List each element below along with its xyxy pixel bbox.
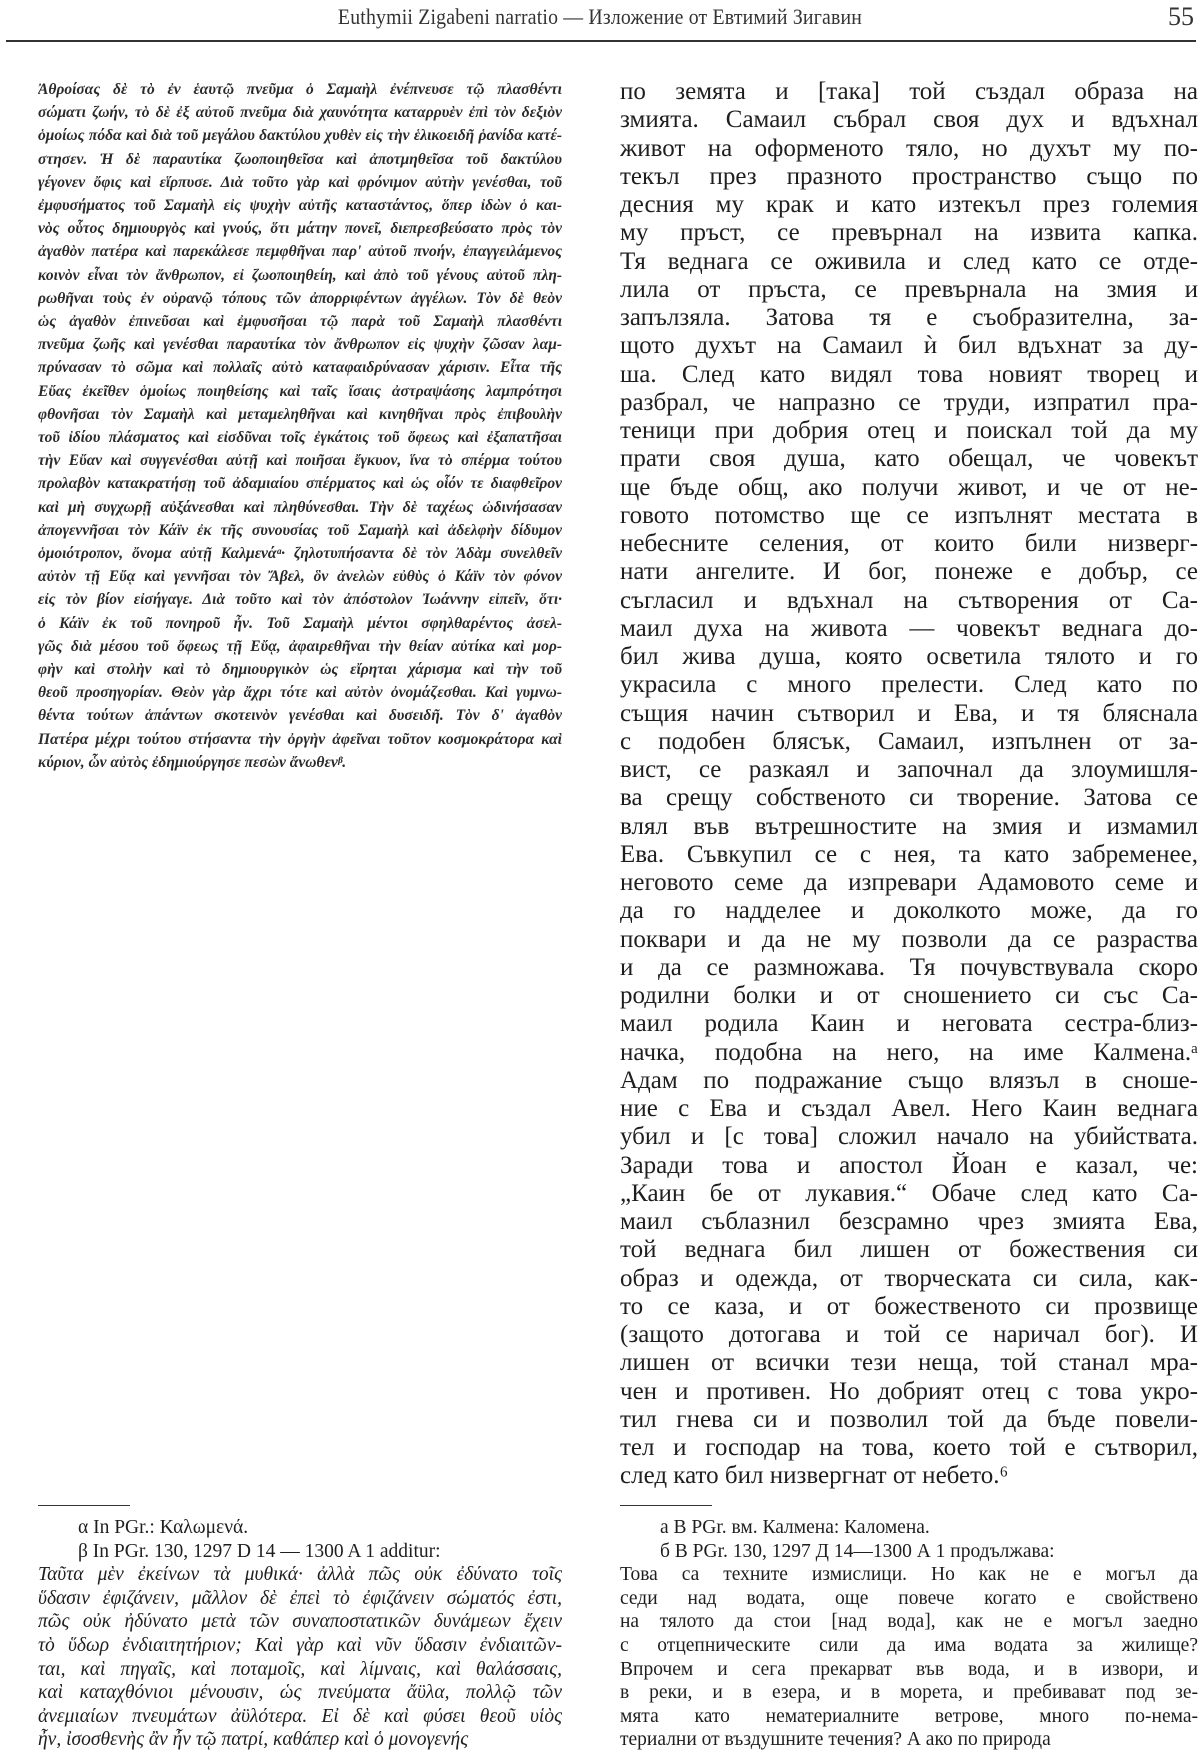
text-line: ὁ Κάϊν ἐκ τοῦ πονηροῦ ἦν. Τοῦ Σαμαὴλ μέντοι σφηλθαρέντος ἀσελ- bbox=[38, 614, 562, 632]
text-line: πνεῦμα ζωῆς καὶ γενέσθαι παραυτίκα τὸν ἄνθρωπον εἰς ψυχὴν ζῶσαν λαμ- bbox=[38, 336, 562, 354]
text-line: ще бъде общ, ако получи живот, и че от не- bbox=[620, 473, 1198, 501]
text-line: κύριον, ὧν αὐτὸς ἐδημιούργησε πεσὼν ἄνωθενᵝ. bbox=[38, 753, 347, 771]
text-line: лила от пръста, се превърнала на змия и bbox=[620, 275, 1198, 303]
text-line: неговото семе да изпревари Адамовото семе и bbox=[620, 869, 1198, 896]
text-line: с подобен блясък, Самаил, изпълнен от за- bbox=[620, 727, 1198, 755]
footnote-rule-right bbox=[620, 1505, 712, 1506]
text-line: текъл през празното пространство също по bbox=[620, 162, 1198, 190]
text-line: змията. Самаил събрал своя дух и вдъхнал bbox=[620, 106, 1198, 134]
text-line: да го надделее и доколкото може, да го bbox=[620, 897, 1198, 925]
page-number: 55 bbox=[1168, 2, 1194, 31]
text-line: живот на оформеното тяло, но духът му по- bbox=[620, 134, 1198, 162]
greek-text-column bbox=[38, 78, 562, 774]
text-line: ὡς ἀγαθὸν ἐπινεῦσαι καὶ ἐμφυσῆσαι τῷ παρὰ τοῦ Σαμαὴλ πλασθέντι bbox=[38, 313, 562, 331]
text-line: ἐμφυσήματος τοῦ Σαμαὴλ εἰς ψυχὴν αὐτῆς καταστάντος, ὅπερ ἰδὼν ὁ και- bbox=[38, 197, 562, 215]
text-line: Εὔας ἐκεῖθεν ὁμοίως ποιηθείσης καὶ ταῖς ἴσαις ἀστραψάσης λαμπρότησι bbox=[38, 382, 562, 400]
text-line: Заради това и апостол Йоан е казал, че: bbox=[620, 1151, 1198, 1179]
text-line: убил и [с това] сложил начало на убийствата. bbox=[620, 1123, 1198, 1151]
text-line: Впрочем и сега прекарват във вода, и в извори, и bbox=[620, 1658, 1198, 1680]
text-line: същия начин сътворил и Ева, и тя бляснала bbox=[620, 699, 1198, 727]
text-line: πῶς οὐκ ἠδύνατο μετὰ τῶν συναποστατικῶν δυνάμεων ἔχειν bbox=[38, 1611, 562, 1633]
text-line: теници при добрия отец и поискал той да му bbox=[620, 417, 1198, 444]
text-line: тел и господар на това, което той е сътворил, bbox=[620, 1434, 1198, 1461]
text-line: украсила с много прелести. След като по bbox=[620, 671, 1198, 699]
text-line: маил духа на живота — човекът веднага до- bbox=[620, 614, 1198, 642]
text-line: πρύνασαν τὸ σῶμα καὶ πολλαῖς αὐτὸ καταφαιδρύνασαν χάρισιν. Εἶτα τῆς bbox=[38, 359, 562, 377]
text-line: тил гнева си и позволил той да бъде повели- bbox=[620, 1405, 1198, 1433]
text-line: нати ангелите. И бог, понеже е добър, се bbox=[620, 558, 1198, 586]
text-line: ὕδασιν ἐφιζάνειν, μᾶλλον δὲ ἐπεὶ τὸ ἐφιζάνειν σώματός ἐστι, bbox=[38, 1587, 562, 1609]
text-line: начка, подобна на него, на име Калмена.ᵃ bbox=[620, 1038, 1198, 1066]
text-line: бил жива душа, която осветила тялото и го bbox=[620, 643, 1198, 670]
bulgarian-text-column bbox=[620, 78, 1198, 1491]
text-line: θεοῦ προσηγορίαν. Θεὸν γὰρ ἄχρι τότε καὶ αὐτὸν ὀνομάζεσθαι. Καὶ γυμνω- bbox=[38, 684, 562, 702]
text-line: вист, се разкаял и започнал да злоумишля- bbox=[620, 756, 1198, 783]
text-line: στησεν. Ἡ δὲ παραυτίκα ζωοποιηθεῖσα καὶ ἀποτμηθεῖσα τοῦ δακτύλου bbox=[38, 150, 562, 168]
text-line: ἀπογεννῆσαι τὸν Κάϊν ἐκ τῆς συνουσίας τοῦ Σαμαὴλ καὶ ἀδελφὴν δίδυμον bbox=[38, 521, 562, 539]
text-line: τοῦ ἰδίου πλάσματος καὶ εἰσδῦναι τοῖς ἐγκάτοις τοῦ ὄφεως καὶ ἐξαπατῆσαι bbox=[38, 429, 562, 447]
bulgarian-footnotes bbox=[620, 1516, 1198, 1752]
text-line: τὸ ὕδωρ ἐνδιαιτητήριον; Καὶ γὰρ καὶ νῦν ὕδασιν ἐνδιαιτῶν- bbox=[38, 1634, 562, 1656]
text-line: в реки, и в езера, и в морета, и пребивават под зе- bbox=[620, 1682, 1198, 1704]
text-line: Тя веднага се оживила и след като се отде- bbox=[620, 247, 1198, 275]
text-line: ται, καὶ πηγαῖς, καὶ ποταμοῖς, καὶ λίμναις, καὶ θαλάσσαις, bbox=[38, 1658, 562, 1680]
text-line: говото потомство ще се изпълнят местата в bbox=[620, 501, 1198, 529]
text-line: Ἀθροίσας δὲ τὸ ἐν ἑαυτῷ πνεῦμα ὁ Σαμαὴλ ἐνέπνευσε τῷ πλασθέντι bbox=[38, 81, 562, 98]
text-line: ἀγαθὸν πατέρα καὶ παρεκάλεσε πεμφθῆναι παρ' αὐτοῦ πνοήν, ἐπαγγειλάμενος bbox=[38, 243, 562, 261]
running-header bbox=[0, 4, 1200, 34]
text-line: запълзяла. Затова тя е съобразителна, за- bbox=[620, 304, 1198, 331]
text-line: γῶς διὰ μέσου τοῦ ὄφεως τῇ Εὔᾳ, ἀφαιρεθῆναι τὴν θείαν αὐτίκα καὶ μορ- bbox=[38, 637, 562, 655]
text-line: αὐτὸν τῇ Εὔᾳ καὶ γεννῆσαι τὸν Ἄβελ, ὃν ἀνελὼν εὐθὺς ὁ Κάϊν τὸν φόνον bbox=[38, 568, 562, 586]
text-line: небесните селения, от които били низверг- bbox=[620, 530, 1198, 557]
text-line: маил съблазнил безсрамно чрез змията Ева, bbox=[620, 1208, 1198, 1235]
header-rule bbox=[6, 40, 1196, 42]
running-title: Euthymii Zigabeni narratio — Изложение от Евтимий Зигавин bbox=[337, 4, 863, 29]
text-line: щото духът на Самаил ѝ бил вдъхнат за ду- bbox=[620, 332, 1198, 360]
text-line: εἰς τὸν βίον εἰσήγαγε. Διὰ τοῦτο καὶ τὸν ἀπόστολον Ἰωάννην εἰπεῖν, ὅτι· bbox=[38, 591, 562, 609]
text-line: κοινὸν εἶναι τὸν ἄνθρωπον, εἰ ζωοποιηθείη, καὶ ἀπὸ τοῦ γένους αὐτοῦ πλη- bbox=[38, 266, 562, 284]
text-line: Адам по подражание също влязъл в сноше- bbox=[620, 1066, 1198, 1094]
text-line: α In PGr.: Καλωμενά. bbox=[78, 1517, 249, 1538]
text-line: влял във вътрешностите на змия и измамил bbox=[620, 812, 1198, 840]
text-line: Ева. Съвкупил се с нея, та като забременее, bbox=[620, 840, 1198, 868]
text-line: лишен от всички тези неща, той станал мра- bbox=[620, 1349, 1198, 1377]
text-line: поквари и да не му позволи да се разраства bbox=[620, 925, 1198, 953]
text-line: маил родила Каин и неговата сестра-близ- bbox=[620, 1010, 1198, 1038]
text-line: ва срещу собственото си творение. Затова се bbox=[620, 784, 1198, 812]
text-line: ἀνεμιαίων πνευμάτων ἀϋλότερα. Εἰ δὲ καὶ φύσει θεοῦ υἱὸς bbox=[38, 1705, 562, 1727]
text-line: σώματι ζωήν, τὸ δὲ ἐξ αὐτοῦ πνεῦμα διὰ χαυνότητα καταρρυὲν ἐπὶ τὸν δεξιὸν bbox=[38, 104, 562, 122]
text-line: τὴν Εὔαν καὶ συγγενέσθαι αὐτῇ καὶ ποιῆσαι ἔγκυον, ἵνα τὸ σπέρμα τούτου bbox=[38, 452, 562, 470]
text-line: десния му крак и като изтекъл през големия bbox=[620, 191, 1198, 218]
text-line: чен и противен. Но добрият отец с това укро- bbox=[620, 1377, 1198, 1405]
text-line: νὸς οὗτος δημιουργὸς καὶ γνούς, ὅτι μάτην πονεῖ, διεπρεσβεύσατο πρὸς τὸν bbox=[38, 220, 562, 238]
text-line: β In PGr. 130, 1297 D 14 — 1300 A 1 additur: bbox=[78, 1540, 441, 1562]
text-line: „Каин бе от лукавия.“ Обаче след като Са- bbox=[620, 1179, 1198, 1207]
footnote-rule-left bbox=[38, 1505, 130, 1506]
text-line: θέντα τούτων ἁπάντων σκοτεινὸν γενέσθαι καὶ δυσειδῆ. Τὸν δ' ἀγαθὸν bbox=[38, 707, 562, 725]
text-line: (защото дотогава и той се наричал бог). И bbox=[620, 1321, 1198, 1348]
text-line: καὶ μὴ συγχωρῇ αὐξάνεσθαι καὶ πληθύνεσθαι. Τὴν δὲ ταχέως ὠδινήσασαν bbox=[38, 498, 562, 516]
text-line: седи над водата, още повече когато е свойствено bbox=[620, 1587, 1198, 1609]
text-line: καὶ καταχθόνιοι μένουσιν, ὡς πνεύματα ἄϋλα, πολλῷ τῶν bbox=[38, 1682, 562, 1704]
text-line: φθονῆσαι τὸν Σαμαὴλ καὶ μεταμεληθῆναι καὶ κινηθῆναι πρὸς ἐπιβουλὴν bbox=[38, 405, 562, 423]
text-line: б В PGr. 130, 1297 Д 14—1300 А 1 продължава: bbox=[660, 1540, 1055, 1562]
text-line: Ταῦτα μὲν ἐκείνων τὰ μυθικά· ἀλλὰ πῶς οὐκ ἐδύνατο τοῖς bbox=[38, 1564, 562, 1586]
text-line: на тялото да стои [над вода], как не е могъл заедно bbox=[620, 1611, 1198, 1633]
text-line: γέγονεν ὄφις καὶ εἵρπυσε. Διὰ τοῦτο γὰρ καὶ φρόνιμον αὐτὴν γενέσθαι, τοῦ bbox=[38, 173, 562, 191]
text-line: ὁμοίως πόδα καὶ διὰ τοῦ μεγάλου δακτύλου χυθὲν εἰς τὴν ἑλικοειδῆ ῥανίδα κατέ- bbox=[38, 127, 562, 145]
text-line: ὁμοιότροπον, ὄνομα αὐτῇ Καλμενάᵅ· ζηλοτυπήσαντα δὲ τὸν Ἀδὰμ συνελθεῖν bbox=[38, 545, 562, 563]
text-line: след като бил низвергнат от небето.⁶ bbox=[620, 1462, 1009, 1490]
text-line: то се каза, и от божественото си прозвище bbox=[620, 1292, 1198, 1320]
text-line: ρωθῆναι τοὺς ἐν οὐρανῷ τόπους τῶν ἀπορριφέντων ἀγγέλων. Τὸν δὲ θεὸν bbox=[38, 289, 562, 307]
text-line: разбрал, че напразно се труди, изпратил пра- bbox=[620, 388, 1198, 416]
text-line: а В PGr. вм. Калмена: Каломена. bbox=[660, 1517, 930, 1538]
text-line: съгласил и вдъхнал на сътворения от Са- bbox=[620, 586, 1198, 614]
text-line: ἦν, ἰσοσθενὴς ἂν ἦν τῷ πατρί, καθάπερ καὶ ὁ μονογενής bbox=[38, 1729, 469, 1751]
text-line: му пръст, се превърнал на извита капка. bbox=[620, 219, 1198, 247]
text-line: той веднага бил лишен от божествения си bbox=[620, 1236, 1198, 1264]
text-line: мята като нематериалните ветрове, много по-нема- bbox=[620, 1705, 1198, 1727]
text-line: териални от въздушните течения? А ако по природа bbox=[620, 1729, 1051, 1751]
text-line: и да се размножава. Тя почувствувала скоро bbox=[620, 953, 1198, 981]
text-line: ние с Ева и създал Авел. Него Каин веднага bbox=[620, 1095, 1198, 1122]
text-line: образ и одежда, от творческата си сила, как- bbox=[620, 1264, 1198, 1292]
text-line: Πατέρα μέχρι τούτου στήσαντα τὴν ὀργὴν ἀφεῖναι τοῦτον κοσμοκράτορα καὶ bbox=[38, 730, 562, 748]
text-line: с отцепническите сили да има водата за жилище? bbox=[620, 1634, 1198, 1656]
greek-footnotes bbox=[38, 1516, 562, 1752]
text-line: родилни болки и от сношението си със Са- bbox=[620, 982, 1198, 1009]
text-line: по земята и [така] той създал образа на bbox=[620, 78, 1198, 105]
text-line: прати своя душа, като обещал, че човекът bbox=[620, 445, 1198, 473]
text-line: φὴν καὶ στολὴν καὶ τὸ δημιουργικὸν ὡς εἴρηται χάρισμα καὶ τὴν τοῦ bbox=[38, 661, 562, 679]
text-line: Това са техните измислици. Но как не е могъл да bbox=[620, 1564, 1198, 1586]
text-line: ша. След като видял това новият творец и bbox=[620, 360, 1198, 388]
text-line: προλαβὸν κατακρατήσῃ τοῦ ἀδαμιαίου σπέρματος καὶ ὡς οἷόν τε διαφθεῖρον bbox=[38, 475, 562, 493]
